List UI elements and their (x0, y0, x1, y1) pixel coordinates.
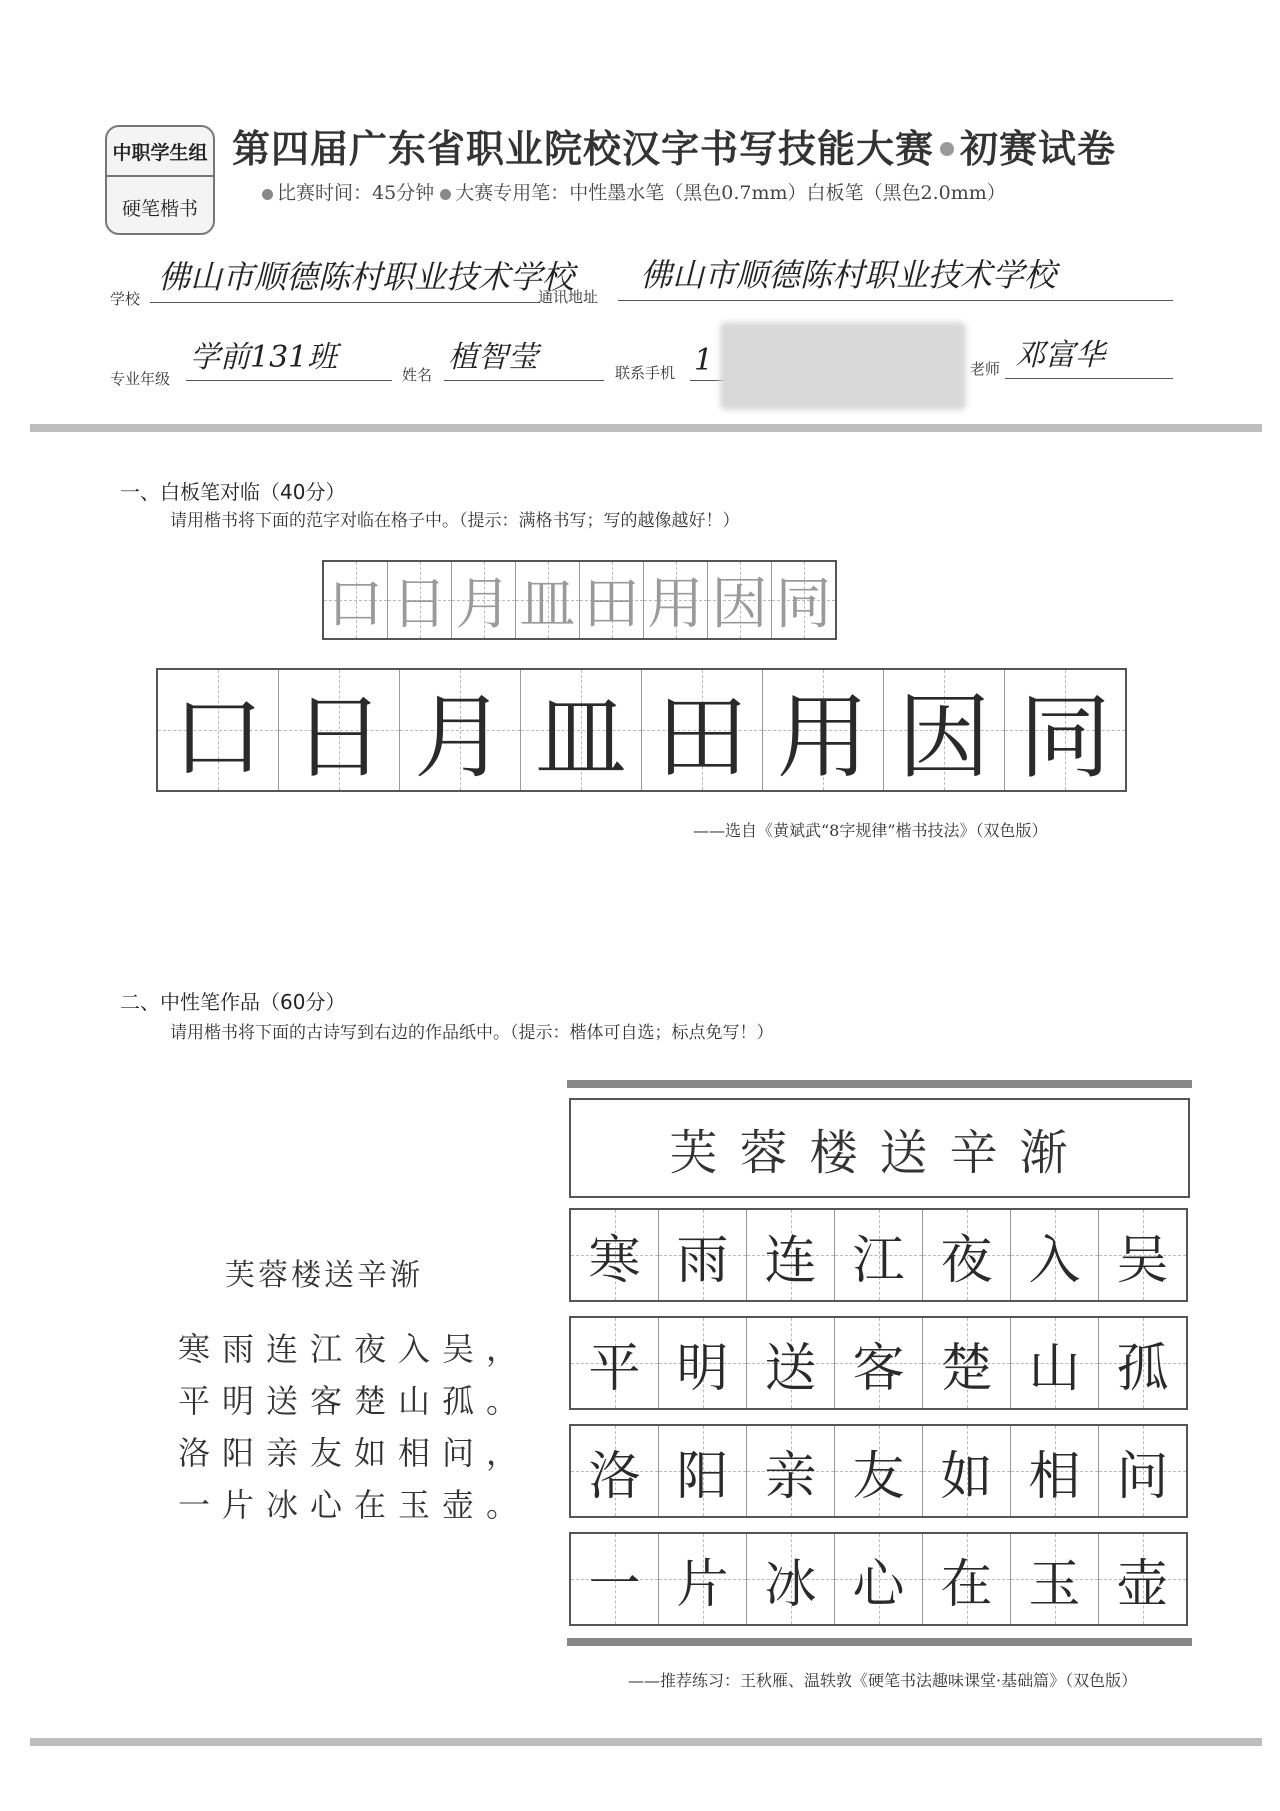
address-label: 通讯地址 (538, 288, 599, 306)
paper-bottom-bar (567, 1638, 1192, 1646)
practice-cell[interactable]: 月 (400, 670, 521, 790)
practice-grid[interactable] (156, 668, 1127, 792)
bullet-icon (440, 189, 451, 200)
phone-value-visible: 1 (694, 343, 714, 378)
work-cell[interactable]: 一 (571, 1534, 659, 1624)
practice-cell[interactable]: 日 (279, 670, 400, 790)
bullet-icon (262, 189, 273, 200)
work-cell[interactable]: 客 (835, 1318, 923, 1408)
major-value: 学前131班 (190, 340, 338, 375)
section1-hint: 请用楷书将下面的范字对临在格子中。（提示：满格书写；写的越像越好！） (170, 511, 740, 531)
sample-char-cell: 用 (644, 562, 708, 638)
work-cell[interactable]: 雨 (659, 1210, 747, 1300)
poem-title: 芙蓉楼送辛渐 (225, 1258, 423, 1293)
badge-group-label: 中职学生组 (107, 127, 213, 177)
work-cell[interactable]: 友 (835, 1426, 923, 1516)
group-badge (105, 125, 215, 235)
work-cell[interactable]: 寒 (571, 1210, 659, 1300)
name-value: 植智莹 (448, 340, 538, 375)
badge-category-label: 硬笔楷书 (121, 197, 198, 220)
sample-char-cell: 因 (708, 562, 772, 638)
exam-time: 比赛时间：45分钟 (277, 182, 435, 204)
work-cell[interactable]: 入 (1011, 1210, 1099, 1300)
work-row[interactable] (569, 1532, 1188, 1626)
name-field[interactable] (444, 336, 604, 381)
name-label: 姓名 (402, 366, 433, 384)
work-cell[interactable]: 送 (747, 1318, 835, 1408)
section2-hint: 请用楷书将下面的古诗写到右边的作品纸中。（提示：楷体可自选；标点免写！） (170, 1023, 774, 1043)
exam-pen: 大赛专用笔：中性墨水笔（黑色0.7mm）白板笔（黑色2.0mm） (455, 182, 1006, 204)
work-cell[interactable]: 问 (1099, 1426, 1186, 1516)
teacher-field[interactable] (1005, 334, 1173, 379)
bullet-icon (940, 142, 954, 156)
paper-top-bar (567, 1080, 1192, 1088)
work-cell[interactable]: 心 (835, 1534, 923, 1624)
work-cell[interactable]: 平 (571, 1318, 659, 1408)
section2-citation: ——推荐练习：王秋雁、温轶敦《硬笔书法趣味课堂·基础篇》（双色版） (628, 1671, 1138, 1690)
practice-cell[interactable]: 因 (884, 670, 1005, 790)
work-row[interactable] (569, 1424, 1188, 1518)
sample-char-cell: 同 (772, 562, 835, 638)
work-title: 芙蓉楼送辛渐 (669, 1124, 1090, 1181)
work-title-box[interactable] (569, 1098, 1190, 1198)
sample-char-cell: 日 (388, 562, 452, 638)
exam-info (262, 178, 1006, 205)
phone-label: 联系手机 (615, 364, 676, 382)
sample-char-cell: 口 (324, 562, 388, 638)
address-value: 佛山市顺德陈村职业技术学校 (640, 256, 1057, 294)
school-value: 佛山市顺德陈村职业技术学校 (158, 258, 575, 296)
work-cell[interactable]: 冰 (747, 1534, 835, 1624)
poem-line: 平明送客楚山孤。 (178, 1382, 531, 1420)
address-field[interactable] (618, 256, 1173, 301)
work-cell[interactable]: 片 (659, 1534, 747, 1624)
sample-char-cell: 皿 (516, 562, 580, 638)
sample-chars-grid (322, 560, 837, 640)
work-cell[interactable]: 明 (659, 1318, 747, 1408)
work-row[interactable] (569, 1316, 1188, 1410)
work-cell[interactable]: 夜 (923, 1210, 1011, 1300)
poem-line: 寒雨连江夜入吴， (178, 1330, 531, 1368)
exam-title-main: 第四届广东省职业院校汉字书写技能大赛 (232, 127, 935, 171)
practice-cell[interactable]: 同 (1005, 670, 1125, 790)
exam-title (232, 118, 1116, 173)
school-label: 学校 (110, 290, 141, 308)
exam-title-sub: 初赛试卷 (960, 127, 1117, 171)
work-cell[interactable]: 楚 (923, 1318, 1011, 1408)
work-cell[interactable]: 在 (923, 1534, 1011, 1624)
work-paper[interactable] (567, 1080, 1192, 1620)
work-cell[interactable]: 亲 (747, 1426, 835, 1516)
teacher-label: 老师 (970, 360, 1001, 378)
practice-cell[interactable]: 口 (158, 670, 279, 790)
redacted-area (720, 322, 966, 410)
poem-line: 洛阳亲友如相问， (178, 1434, 531, 1472)
practice-cell[interactable]: 田 (642, 670, 763, 790)
major-label: 专业年级 (110, 370, 171, 388)
section2-heading: 二、中性笔作品（60分） (120, 990, 346, 1014)
work-cell[interactable]: 如 (923, 1426, 1011, 1516)
divider (30, 1738, 1262, 1746)
work-cell[interactable]: 阳 (659, 1426, 747, 1516)
work-cell[interactable]: 玉 (1011, 1534, 1099, 1624)
work-cell[interactable]: 洛 (571, 1426, 659, 1516)
section1-citation: ——选自《黄斌武“8字规律”楷书技法》（双色版） (693, 821, 1048, 840)
work-row[interactable] (569, 1208, 1188, 1302)
practice-cell[interactable]: 皿 (521, 670, 642, 790)
sample-char-cell: 月 (452, 562, 516, 638)
practice-cell[interactable]: 用 (763, 670, 884, 790)
work-cell[interactable]: 壶 (1099, 1534, 1186, 1624)
work-cell[interactable]: 江 (835, 1210, 923, 1300)
work-cell[interactable]: 相 (1011, 1426, 1099, 1516)
major-field[interactable] (186, 336, 392, 381)
section1-heading: 一、白板笔对临（40分） (120, 480, 346, 504)
divider (30, 424, 1262, 432)
teacher-value: 邓富华 (1015, 338, 1105, 373)
work-cell[interactable]: 连 (747, 1210, 835, 1300)
work-cell[interactable]: 吴 (1099, 1210, 1186, 1300)
sample-char-cell: 田 (580, 562, 644, 638)
poem-line: 一片冰心在玉壶。 (178, 1486, 531, 1524)
work-cell[interactable]: 孤 (1099, 1318, 1186, 1408)
work-cell[interactable]: 山 (1011, 1318, 1099, 1408)
